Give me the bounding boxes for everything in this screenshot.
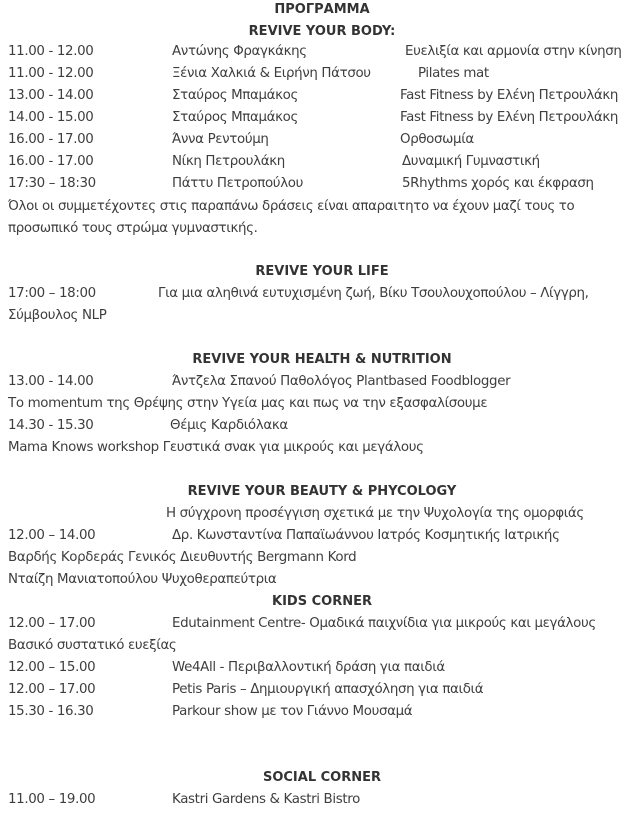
activity: Parkour show με τον Γιάννο Μουσαμά [172,704,413,719]
health-description: Mama Knows workshop Γευστικά σνακ για μικρούς και μεγάλους [8,440,424,455]
activity: Fast Fitness by Ελένη Πετρουλάκη [400,110,619,125]
activity: Ορθοσωμία [400,132,474,147]
time: 13.00 - 14.00 [8,88,94,103]
activity: Άντζελα Σπανού Παθολόγος Plantbased Foodblogger [172,374,511,389]
body-note-line-1: Όλοι οι συμμετέχοντες στις παραπάνω δράσεις είναι απαραιτητο να έχουν μαζί τους το [8,199,575,214]
time: 11.00 - 12.00 [8,44,94,59]
section-heading-body: REVIVE YOUR BODY: [248,24,396,39]
time: 12.00 – 15.00 [8,660,96,675]
time: 17:30 – 18:30 [8,176,96,191]
time: 11.00 – 19.00 [8,792,96,807]
person: Σταύρος Μπαμάκος [172,110,299,125]
activity: Για μια αληθινά ευτυχισμένη ζωή, Βίκυ Τσουλουχοπούλου – Λίγγρη, [158,286,589,301]
time: 12.00 – 17.00 [8,682,96,697]
time: 14.00 - 15.00 [8,110,94,125]
section-heading-beauty: REVIVE YOUR BEAUTY & PHYCOLOGY [187,484,457,499]
person: Άννα Ρεντούμη [172,132,269,147]
activity: Ευελιξία και αρμονία στην κίνηση [405,44,622,59]
speaker: Δρ. Κωνσταντίνα Παπαϊωάννου Ιατρός Κοσμητικής Ιατρικής [172,528,560,543]
time: 12.00 – 14.00 [8,528,96,543]
time: 13.00 - 14.00 [8,374,94,389]
program-title: ΠΡΟΓΡΑΜΜΑ [274,2,370,17]
activity: 5Rhythms χορός και έκφραση [402,176,594,191]
kids-continuation: Βασικό συστατικό ευεξίας [8,638,177,653]
section-heading-health: REVIVE YOUR HEALTH & NUTRITION [192,352,452,367]
activity: Θέμις Καρδιόλακα [170,418,288,433]
time: 11.00 - 12.00 [8,66,94,81]
activity: Petis Paris – Δημιουργική απασχόληση για παιδιά [172,682,484,697]
activity: Δυναμική Γυμναστική [402,154,540,169]
section-heading-life: REVIVE YOUR LIFE [255,264,389,279]
time: 16.00 - 17.00 [8,132,94,147]
person: Πάττυ Πετροπούλου [172,176,304,191]
health-description: Το momentum της Θρέψης στην Υγεία μας και πως να την εξασφαλίσουμε [8,396,488,411]
time: 17:00 – 18:00 [8,286,96,301]
activity: Fast Fitness by Ελένη Πετρουλάκη [400,88,619,103]
time: 16.00 - 17.00 [8,154,94,169]
section-heading-kids: KIDS CORNER [272,594,372,609]
time: 14.30 - 15.30 [8,418,94,433]
activity: Pilates mat [418,66,489,81]
time: 12.00 – 17.00 [8,616,96,631]
life-continuation: Σύμβουλος NLP [8,308,107,323]
subtitle-text: Η σύγχρονη προσέγγιση σχετικά με την Ψυχολογία της ομορφιάς [166,506,584,521]
time: 15.30 - 16.30 [8,704,94,719]
section-heading-social: SOCIAL CORNER [262,770,382,785]
activity: Edutainment Centre- Ομαδικά παιχνίδια για μικρούς και μεγάλους [172,616,596,631]
person: Νίκη Πετρουλάκη [172,154,285,169]
speaker-line: Βαρδής Κορδεράς Γενικός Διευθυντής Bergmann Kord [8,550,357,565]
person: Σταύρος Μπαμάκος [172,88,299,103]
body-note-line-2: προσωπικό τους στρώμα γυμναστικής. [8,221,258,236]
speaker-line: Νταίζη Μανιατοπούλου Ψυχοθεραπεύτρια [8,572,277,587]
activity: We4All - Περιβαλλοντική δράση για παιδιά [172,660,445,675]
activity: Kastri Gardens & Kastri Bistro [172,792,360,807]
person: Ξένια Χαλκιά & Ειρήνη Πάτσου [172,66,371,81]
person: Αντώνης Φραγκάκης [172,44,307,59]
